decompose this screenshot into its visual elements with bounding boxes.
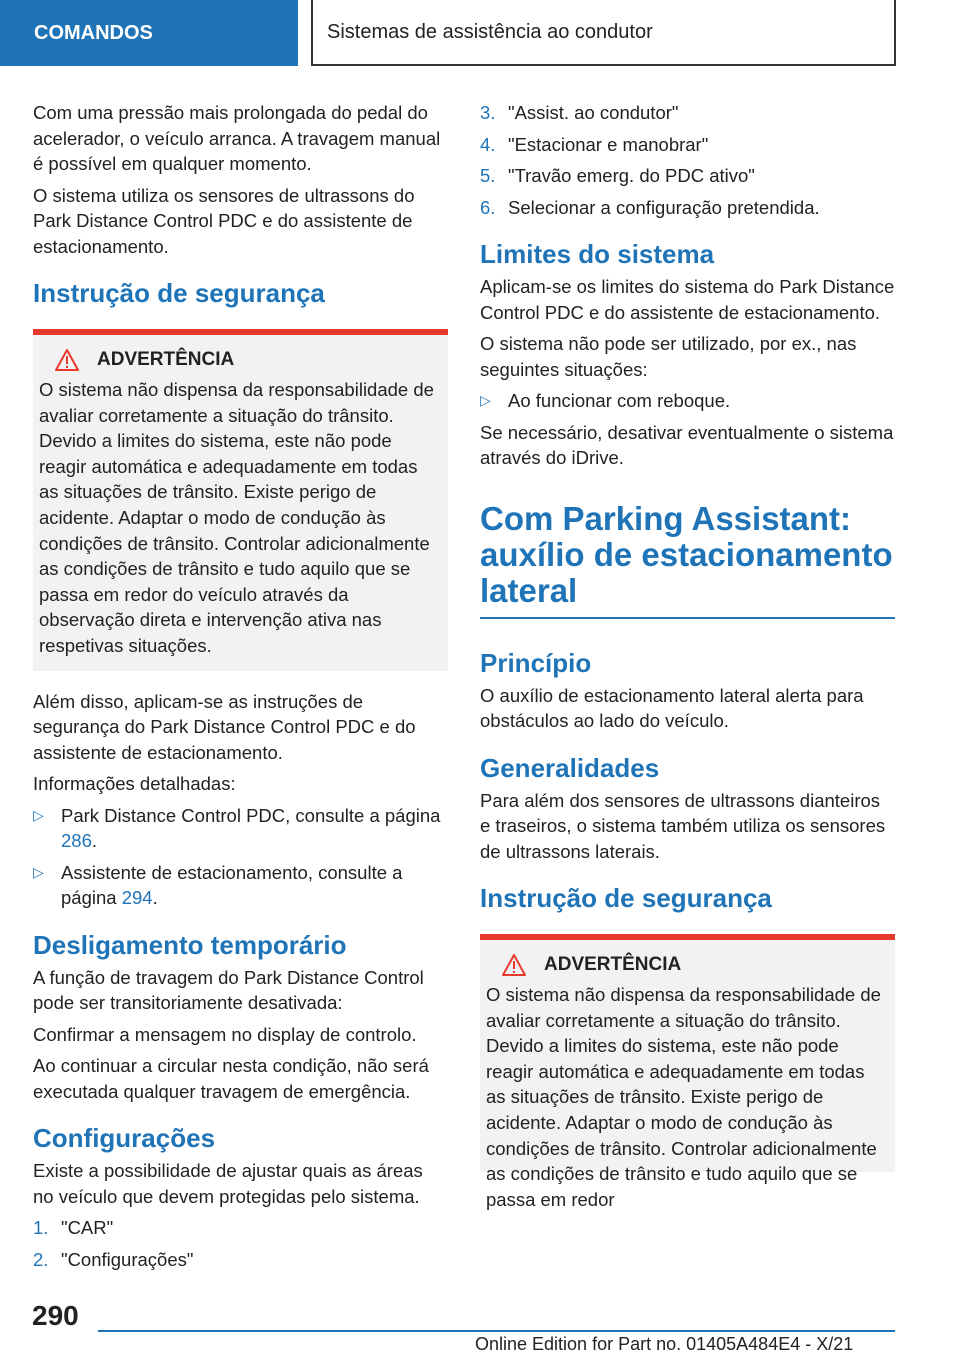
paragraph: Confirmar a mensagem no display de controlo. bbox=[33, 1023, 417, 1045]
list-item bbox=[480, 388, 895, 414]
step-text: Selecionar a configuração pretendida. bbox=[508, 196, 820, 218]
paragraph: Com uma pressão mais prolongada do pedal do acelerador, o veículo arranca. A travagem manual é possível em qualquer momento. bbox=[33, 102, 441, 174]
chapter-title: COMANDOS bbox=[34, 21, 153, 44]
heading-limits: Limites do sistema bbox=[480, 239, 715, 269]
heading-principio: Princípio bbox=[480, 647, 592, 678]
bullet-list bbox=[480, 388, 895, 414]
step-number: 2. bbox=[33, 1248, 49, 1270]
heading-deslig: Desligamento temporário bbox=[33, 929, 347, 960]
footer-divider bbox=[98, 1330, 895, 1332]
right-column bbox=[480, 100, 895, 1210]
paragraph: Existe a possibilidade de ajustar quais as áreas no veículo que devem protegidas pelo sistema. bbox=[33, 1160, 423, 1207]
paragraph: O auxílio de estacionamento lateral alerta para obstáculos ao lado do veículo. bbox=[480, 684, 864, 731]
paragraph: A função de travagem do Park Distance Control pode ser transitoriamente desativada: bbox=[33, 966, 424, 1014]
step-text: "Estacionar e manobrar" bbox=[508, 133, 709, 155]
list-item: ▷ Park Distance Control PDC, consulte a página 286. bbox=[33, 803, 448, 854]
heading-general: Generalidades bbox=[480, 752, 660, 783]
list-item bbox=[33, 1215, 448, 1241]
steps-list bbox=[480, 100, 895, 220]
step-text: "Configurações" bbox=[61, 1248, 194, 1270]
paragraph: Aplicam-se os limites do sistema do Park Distance Control PDC e do assistente de estacionamento. bbox=[480, 276, 895, 323]
heading-safety: Instrução de segurança bbox=[33, 278, 325, 308]
paragraph: Para além dos sensores de ultrassons dianteiros e traseiros, o sistema também utiliza os sensores de ultrassons laterais. bbox=[480, 789, 886, 862]
paragraph: O sistema não pode ser utilizado, por ex., nas seguintes situações: bbox=[480, 333, 857, 380]
step-number: 6. bbox=[480, 196, 496, 218]
heading-safety: Instrução de segurança bbox=[480, 883, 772, 913]
bullet-list bbox=[33, 803, 448, 911]
warning-header bbox=[486, 954, 887, 976]
warning-triangle-icon bbox=[55, 349, 79, 371]
page-number: 290 bbox=[32, 1300, 79, 1331]
list-item bbox=[480, 132, 895, 158]
warning-text: O sistema não dispensa da responsabilidade de avaliar corretamente a situação do trânsito. Devido a limites do sistema, este não pode reagir automática e adequadamente em todas as situações de trânsito. Existe perigo de acidente. Adaptar o modo de condução às condições de trânsito. Controlar adicionalmente as condições de trânsito e tudo aquilo que se passa em redor do veículo através da observação direta e intervenção ativa nas respetivas situações. bbox=[39, 379, 434, 656]
section-tab bbox=[311, 0, 896, 66]
page-link-286[interactable]: 286 bbox=[61, 830, 92, 852]
warning-box bbox=[33, 329, 448, 671]
chapter-heading: Com Parking Assistant: auxílio de estacionamento lateral bbox=[480, 501, 895, 619]
bullet-text: Park Distance Control PDC, consulte a página bbox=[61, 804, 441, 826]
bullet-text: Assistente de estacionamento, consulte a página bbox=[61, 861, 403, 909]
page-link-294[interactable]: 294 bbox=[121, 887, 153, 909]
paragraph: Além disso, aplicam-se as instruções de segurança do Park Distance Control PDC e do assistente de estacionamento. bbox=[33, 690, 416, 763]
paragraph: O sistema utiliza os sensores de ultrassons do Park Distance Control PDC e do assistente de estacionamento. bbox=[33, 184, 415, 257]
section-title: Sistemas de assistência ao condutor bbox=[327, 20, 653, 43]
chapter-tab bbox=[0, 0, 298, 66]
warning-title: ADVERTÊNCIA bbox=[97, 349, 235, 370]
edition-text: Online Edition for Part no. 01405A484E4 - X/21 bbox=[475, 1334, 854, 1354]
paragraph: Informações detalhadas: bbox=[33, 773, 236, 795]
step-text: "Travão emerg. do PDC ativo" bbox=[508, 165, 755, 186]
triangle-right-icon: ▷ bbox=[33, 806, 44, 823]
step-number: 1. bbox=[33, 1217, 49, 1239]
list-item bbox=[480, 163, 895, 189]
heading-config: Configurações bbox=[33, 1123, 216, 1154]
list-item bbox=[33, 1247, 448, 1273]
triangle-right-icon: ▷ bbox=[33, 863, 44, 880]
paragraph: Se necessário, desativar eventualmente o sistema através do iDrive. bbox=[480, 421, 894, 468]
step-text: "CAR" bbox=[61, 1217, 114, 1239]
paragraph: Ao continuar a circular nesta condição, não será executada qualquer travagem de emergência. bbox=[33, 1055, 429, 1102]
list-item bbox=[480, 195, 895, 221]
list-item bbox=[480, 100, 895, 126]
warning-triangle-icon bbox=[502, 954, 526, 976]
warning-title: ADVERTÊNCIA bbox=[544, 954, 682, 975]
step-number: 3. bbox=[480, 102, 496, 123]
step-number: 5. bbox=[480, 165, 496, 186]
left-column bbox=[33, 100, 448, 1278]
steps-list bbox=[33, 1215, 448, 1272]
bullet-text: Ao funcionar com reboque. bbox=[508, 390, 731, 411]
step-number: 4. bbox=[480, 133, 496, 155]
warning-box bbox=[480, 934, 895, 1210]
list-item: ▷ Assistente de estacionamento, consulte a página 294. bbox=[33, 860, 448, 911]
page-header bbox=[0, 0, 960, 66]
step-text: "Assist. ao condutor" bbox=[508, 102, 679, 123]
warning-header bbox=[39, 349, 440, 371]
triangle-right-icon: ▷ bbox=[480, 392, 491, 408]
warning-text: O sistema não dispensa da responsabilidade de avaliar corretamente a situação do trânsito. Devido a limites do sistema, este não pode reagir automática e adequadamente em todas as situações de trânsito. Existe perigo de acidente. Adaptar o modo de condução às condições de trânsito. Controlar adicionalmente as condições de trânsito e tudo aquilo que se passa em redor bbox=[486, 984, 881, 1210]
